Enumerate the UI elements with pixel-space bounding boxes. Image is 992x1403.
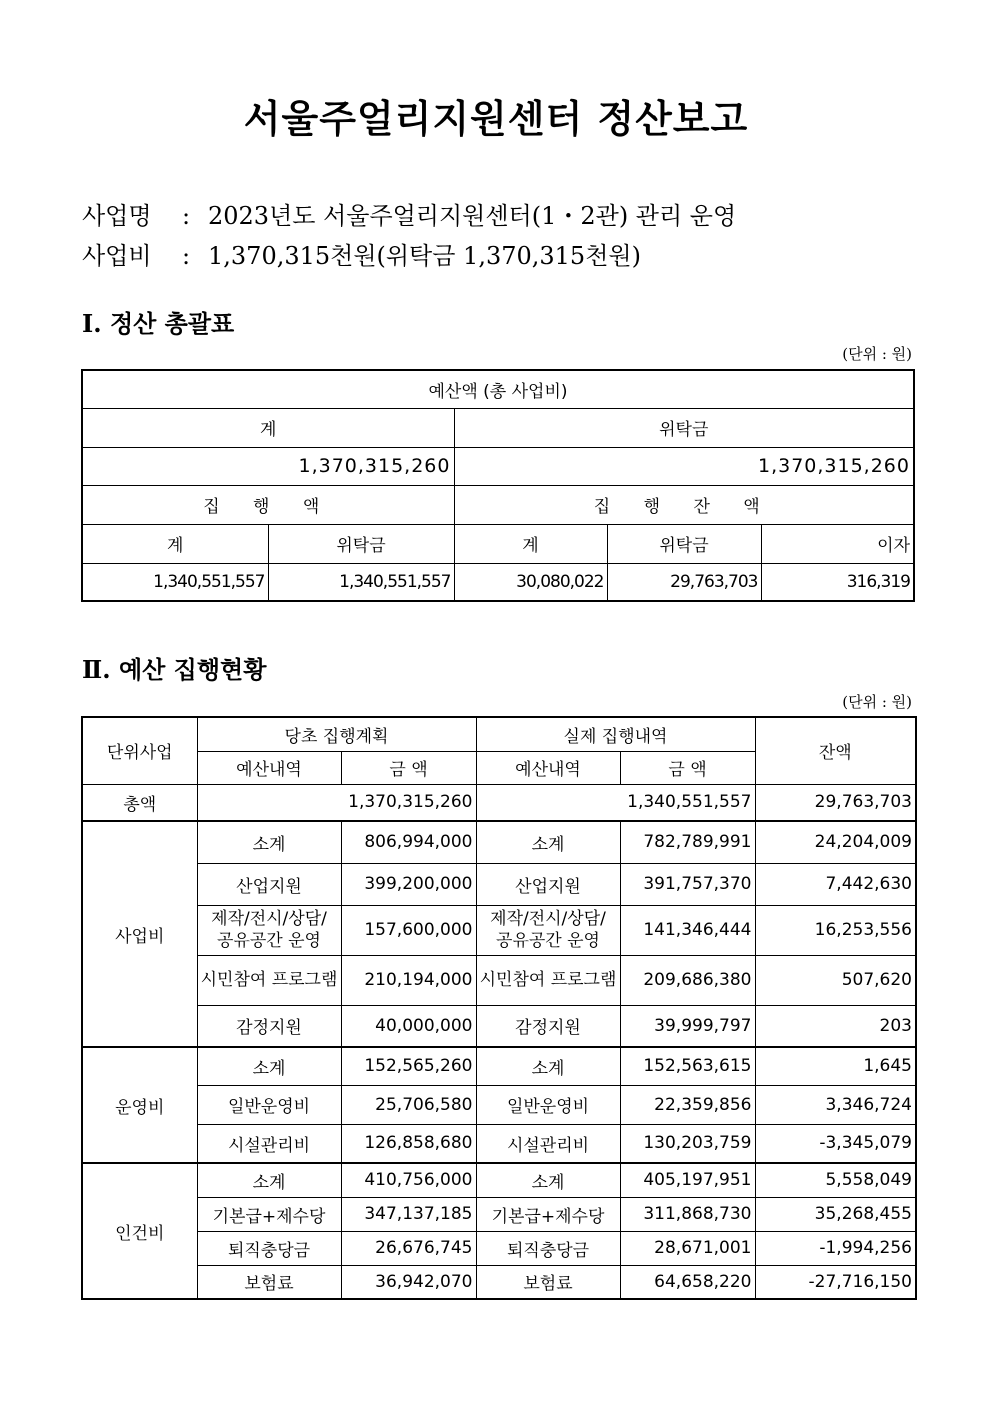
group-name: 운영비 [82,1047,197,1163]
table-row [82,821,916,863]
project-cost-label: 사업비 [82,242,152,270]
row-balance: 35,268,455 [755,1197,916,1231]
budget-execution-table [81,716,917,1300]
table-row [82,1047,916,1085]
bal-total-label: 계 [454,524,607,563]
actual-item: 시설관리비 [476,1124,620,1163]
actual-item: 소계 [476,1047,620,1085]
actual-amount: 152,563,615 [620,1047,755,1085]
col-actual-item: 예산내역 [476,751,620,784]
exec-trust-value: 1,340,551,557 [268,563,454,601]
section1-title: Ⅰ. 정산 총괄표 [82,309,235,338]
actual-amount: 141,346,444 [620,905,755,955]
actual-item: 소계 [476,1163,620,1197]
bal-interest-label: 이자 [761,524,914,563]
col-actual: 실제 집행내역 [476,717,755,751]
row-balance: 5,558,049 [755,1163,916,1197]
plan-item: 시설관리비 [197,1124,341,1163]
actual-amount: 130,203,759 [620,1124,755,1163]
settlement-summary-table [81,369,915,602]
row-balance: 1,645 [755,1047,916,1085]
plan-amount: 399,200,000 [341,863,476,905]
actual-item: 보험료 [476,1265,620,1299]
project-cost-line [82,236,641,271]
exec-header: 집 행 액 [82,485,454,524]
bal-interest-value: 316,319 [761,563,914,601]
plan-item: 보험료 [197,1265,341,1299]
actual-item: 시민참여 프로그램 [476,955,620,1005]
table-row [82,863,916,905]
table-row [82,955,916,1005]
row-balance: -1,994,256 [755,1231,916,1265]
budget-trust-value: 1,370,315,260 [454,447,914,485]
plan-amount: 210,194,000 [341,955,476,1005]
group-name: 인건비 [82,1163,197,1299]
col-balance: 잔액 [755,717,916,784]
table-row [82,1005,916,1047]
budget-header: 예산액 (총 사업비) [82,370,914,408]
actual-item: 감정지원 [476,1005,620,1047]
table-row [82,1197,916,1231]
col-unit-project: 단위사업 [82,717,197,784]
actual-item: 기본급+제수당 [476,1197,620,1231]
actual-item: 산업지원 [476,863,620,905]
plan-item: 퇴직충당금 [197,1231,341,1265]
plan-item: 일반운영비 [197,1085,341,1124]
section1-unit: (단위 : 원) [842,345,912,363]
project-name-label: 사업명 [82,202,152,230]
row-balance: 203 [755,1005,916,1047]
project-cost-value: 1,370,315천원(위탁금 1,370,315천원) [208,242,641,270]
budget-total-label: 계 [82,408,454,447]
actual-amount: 311,868,730 [620,1197,755,1231]
plan-amount: 410,756,000 [341,1163,476,1197]
actual-item: 퇴직충당금 [476,1231,620,1265]
bal-total-value: 30,080,022 [454,563,607,601]
colon: : [182,202,191,230]
plan-amount: 157,600,000 [341,905,476,955]
plan-amount: 36,942,070 [341,1265,476,1299]
page-title: 서울주얼리지원센터 정산보고 [243,96,749,141]
row-balance: 24,204,009 [755,821,916,863]
actual-item: 소계 [476,821,620,863]
col-plan-amount: 금 액 [341,751,476,784]
plan-item: 산업지원 [197,863,341,905]
plan-amount: 25,706,580 [341,1085,476,1124]
actual-amount: 28,671,001 [620,1231,755,1265]
plan-item: 소계 [197,1163,341,1197]
plan-item: 기본급+제수당 [197,1197,341,1231]
budget-trust-label: 위탁금 [454,408,914,447]
actual-amount: 64,658,220 [620,1265,755,1299]
row-balance: 7,442,630 [755,863,916,905]
row-balance: 3,346,724 [755,1085,916,1124]
actual-amount: 39,999,797 [620,1005,755,1047]
total-balance: 29,763,703 [755,784,916,821]
group-name: 사업비 [82,821,197,1047]
total-plan: 1,370,315,260 [197,784,476,821]
actual-amount: 782,789,991 [620,821,755,863]
exec-total-value: 1,340,551,557 [82,563,268,601]
actual-amount: 405,197,951 [620,1163,755,1197]
plan-amount: 347,137,185 [341,1197,476,1231]
plan-item: 제작/전시/상담/ 공유공간 운영 [197,905,341,955]
section2-unit: (단위 : 원) [842,693,912,711]
balance-header: 집 행 잔 액 [454,485,914,524]
plan-item: 소계 [197,1047,341,1085]
total-actual: 1,340,551,557 [476,784,755,821]
plan-amount: 806,994,000 [341,821,476,863]
exec-total-label: 계 [82,524,268,563]
bal-trust-label: 위탁금 [607,524,761,563]
row-balance: -3,345,079 [755,1124,916,1163]
plan-item: 소계 [197,821,341,863]
plan-amount: 152,565,260 [341,1047,476,1085]
actual-amount: 22,359,856 [620,1085,755,1124]
plan-item: 감정지원 [197,1005,341,1047]
section2-title: Ⅱ. 예산 집행현황 [82,655,267,684]
table-row [82,1265,916,1299]
row-balance: -27,716,150 [755,1265,916,1299]
row-balance: 507,620 [755,955,916,1005]
actual-item: 일반운영비 [476,1085,620,1124]
budget-total-value: 1,370,315,260 [82,447,454,485]
actual-amount: 209,686,380 [620,955,755,1005]
plan-amount: 40,000,000 [341,1005,476,1047]
col-actual-amount: 금 액 [620,751,755,784]
plan-item: 시민참여 프로그램 [197,955,341,1005]
plan-amount: 26,676,745 [341,1231,476,1265]
table-row [82,1231,916,1265]
bal-trust-value: 29,763,703 [607,563,761,601]
colon: : [182,242,191,270]
table-row [82,1124,916,1163]
total-label: 총액 [82,784,197,821]
exec-trust-label: 위탁금 [268,524,454,563]
project-name-value: 2023년도 서울주얼리지원센터(1・2관) 관리 운영 [208,202,737,230]
col-plan-item: 예산내역 [197,751,341,784]
actual-amount: 391,757,370 [620,863,755,905]
row-balance: 16,253,556 [755,905,916,955]
plan-amount: 126,858,680 [341,1124,476,1163]
table-row [82,1085,916,1124]
project-name-line [82,196,736,231]
col-plan: 당초 집행계획 [197,717,476,751]
table-row [82,905,916,955]
actual-item: 제작/전시/상담/ 공유공간 운영 [476,905,620,955]
table-row [82,1163,916,1197]
